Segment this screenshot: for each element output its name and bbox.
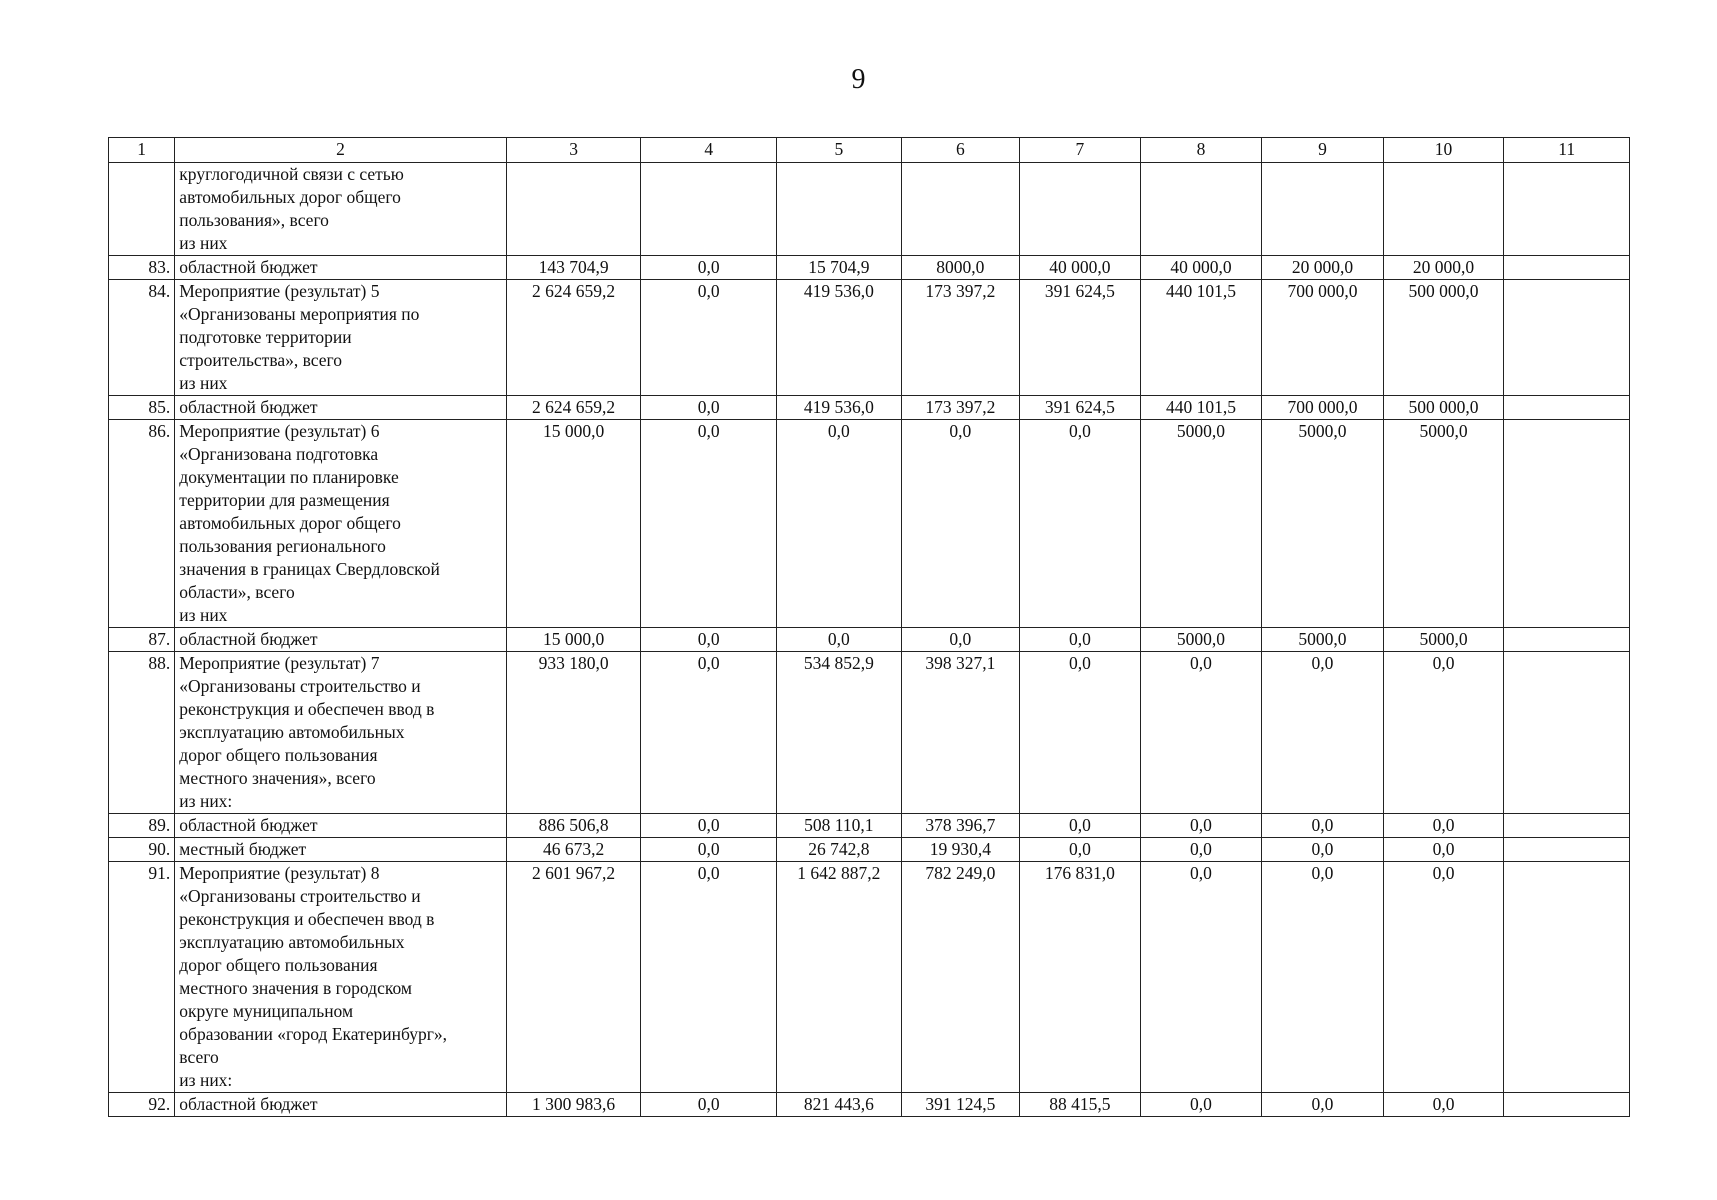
value-cell: [1504, 420, 1630, 628]
value-cell: 0,0: [641, 396, 777, 420]
row-number: 85.: [109, 396, 175, 420]
value-cell: 19 930,4: [901, 838, 1020, 862]
value-cell: 173 397,2: [901, 396, 1020, 420]
value-cell: 0,0: [1140, 862, 1262, 1093]
value-cell: 0,0: [641, 652, 777, 814]
value-cell: [1504, 396, 1630, 420]
value-cell: 0,0: [901, 628, 1020, 652]
value-cell: 40 000,0: [1020, 256, 1141, 280]
value-cell: 0,0: [1020, 838, 1141, 862]
value-cell: 0,0: [1140, 838, 1262, 862]
value-cell: 0,0: [1020, 652, 1141, 814]
value-cell: 15 000,0: [506, 628, 641, 652]
value-cell: 0,0: [1262, 1093, 1384, 1117]
row-number: 88.: [109, 652, 175, 814]
value-cell: 0,0: [1383, 652, 1504, 814]
value-cell: 534 852,9: [777, 652, 902, 814]
row-name: Мероприятие (результат) 8 «Организованы строительство и реконструкция и обеспечен ввод в эксплуатацию автомобильных дорог общего пользования местного значения в городском округе муниципальном образовании «город Екатеринбург», всего из них:: [175, 862, 507, 1093]
value-cell: 0,0: [1020, 628, 1141, 652]
page-number: 9: [851, 64, 866, 95]
value-cell: 391 624,5: [1020, 280, 1141, 396]
value-cell: 5000,0: [1262, 628, 1384, 652]
value-cell: 1 300 983,6: [506, 1093, 641, 1117]
row-number: 86.: [109, 420, 175, 628]
column-header: 5: [777, 138, 902, 163]
table-row: [109, 814, 1630, 838]
value-cell: [1504, 814, 1630, 838]
value-cell: 0,0: [641, 420, 777, 628]
value-cell: 0,0: [777, 420, 902, 628]
value-cell: 2 601 967,2: [506, 862, 641, 1093]
value-cell: 0,0: [901, 420, 1020, 628]
value-cell: [1504, 652, 1630, 814]
value-cell: 0,0: [1140, 814, 1262, 838]
value-cell: 391 624,5: [1020, 396, 1141, 420]
value-cell: [1504, 838, 1630, 862]
value-cell: [1140, 163, 1262, 256]
column-header: 8: [1140, 138, 1262, 163]
value-cell: 143 704,9: [506, 256, 641, 280]
value-cell: 821 443,6: [777, 1093, 902, 1117]
value-cell: 173 397,2: [901, 280, 1020, 396]
value-cell: [1504, 256, 1630, 280]
value-cell: 0,0: [777, 628, 902, 652]
value-cell: 8000,0: [901, 256, 1020, 280]
column-header: 6: [901, 138, 1020, 163]
value-cell: [1383, 163, 1504, 256]
value-cell: 20 000,0: [1383, 256, 1504, 280]
value-cell: [1504, 280, 1630, 396]
value-cell: 20 000,0: [1262, 256, 1384, 280]
value-cell: 0,0: [641, 628, 777, 652]
value-cell: 0,0: [1383, 862, 1504, 1093]
column-header: 4: [641, 138, 777, 163]
value-cell: 440 101,5: [1140, 396, 1262, 420]
value-cell: 500 000,0: [1383, 280, 1504, 396]
value-cell: 5000,0: [1262, 420, 1384, 628]
value-cell: 0,0: [1140, 1093, 1262, 1117]
column-header: 9: [1262, 138, 1384, 163]
value-cell: 176 831,0: [1020, 862, 1141, 1093]
column-header: 3: [506, 138, 641, 163]
value-cell: 0,0: [641, 1093, 777, 1117]
value-cell: [1020, 163, 1141, 256]
value-cell: 2 624 659,2: [506, 396, 641, 420]
value-cell: 700 000,0: [1262, 280, 1384, 396]
table-row: [109, 628, 1630, 652]
value-cell: 419 536,0: [777, 280, 902, 396]
value-cell: 5000,0: [1140, 628, 1262, 652]
value-cell: 5000,0: [1140, 420, 1262, 628]
value-cell: 0,0: [1262, 862, 1384, 1093]
value-cell: [1504, 862, 1630, 1093]
table-body: [109, 163, 1630, 1117]
value-cell: 508 110,1: [777, 814, 902, 838]
value-cell: 15 000,0: [506, 420, 641, 628]
value-cell: 40 000,0: [1140, 256, 1262, 280]
row-name: областной бюджет: [175, 396, 507, 420]
row-name: областной бюджет: [175, 256, 507, 280]
row-number: 89.: [109, 814, 175, 838]
row-number: 84.: [109, 280, 175, 396]
value-cell: 0,0: [1020, 420, 1141, 628]
row-number: 90.: [109, 838, 175, 862]
row-number: 83.: [109, 256, 175, 280]
value-cell: 0,0: [641, 838, 777, 862]
value-cell: [1262, 163, 1384, 256]
value-cell: 0,0: [1383, 838, 1504, 862]
row-number: 91.: [109, 862, 175, 1093]
value-cell: 5000,0: [1383, 420, 1504, 628]
value-cell: 0,0: [1262, 814, 1384, 838]
value-cell: [901, 163, 1020, 256]
value-cell: 0,0: [1020, 814, 1141, 838]
table-row: [109, 420, 1630, 628]
value-cell: 0,0: [641, 814, 777, 838]
table-row: [109, 652, 1630, 814]
row-number: [109, 163, 175, 256]
value-cell: 886 506,8: [506, 814, 641, 838]
header-row: [109, 138, 1630, 163]
row-name: областной бюджет: [175, 814, 507, 838]
column-header: 7: [1020, 138, 1141, 163]
value-cell: 0,0: [641, 862, 777, 1093]
value-cell: 378 396,7: [901, 814, 1020, 838]
value-cell: 2 624 659,2: [506, 280, 641, 396]
value-cell: [641, 163, 777, 256]
value-cell: 700 000,0: [1262, 396, 1384, 420]
value-cell: 0,0: [1140, 652, 1262, 814]
value-cell: [506, 163, 641, 256]
row-name: Мероприятие (результат) 6 «Организована подготовка документации по планировке территории для размещения автомобильных дорог общего пользования регионального значения в границах Свердловской области», всего из них: [175, 420, 507, 628]
table-row: [109, 256, 1630, 280]
value-cell: 26 742,8: [777, 838, 902, 862]
row-name: областной бюджет: [175, 1093, 507, 1117]
table-row: [109, 838, 1630, 862]
value-cell: 0,0: [1262, 838, 1384, 862]
value-cell: 782 249,0: [901, 862, 1020, 1093]
table-row: [109, 280, 1630, 396]
row-number: 87.: [109, 628, 175, 652]
column-header: 1: [109, 138, 175, 163]
value-cell: [1504, 163, 1630, 256]
value-cell: 933 180,0: [506, 652, 641, 814]
column-header: 2: [175, 138, 507, 163]
row-name: областной бюджет: [175, 628, 507, 652]
value-cell: 419 536,0: [777, 396, 902, 420]
value-cell: 5000,0: [1383, 628, 1504, 652]
value-cell: 88 415,5: [1020, 1093, 1141, 1117]
column-header: 10: [1383, 138, 1504, 163]
column-header: 11: [1504, 138, 1630, 163]
value-cell: [777, 163, 902, 256]
value-cell: 500 000,0: [1383, 396, 1504, 420]
value-cell: [1504, 628, 1630, 652]
table-row: [109, 862, 1630, 1093]
value-cell: 440 101,5: [1140, 280, 1262, 396]
value-cell: [1504, 1093, 1630, 1117]
row-name: местный бюджет: [175, 838, 507, 862]
value-cell: 15 704,9: [777, 256, 902, 280]
value-cell: 0,0: [641, 280, 777, 396]
row-name: Мероприятие (результат) 7 «Организованы строительство и реконструкция и обеспечен ввод в эксплуатацию автомобильных дорог общего пользования местного значения», всего из них:: [175, 652, 507, 814]
row-number: 92.: [109, 1093, 175, 1117]
value-cell: 0,0: [1262, 652, 1384, 814]
row-name: круглогодичной связи с сетью автомобильных дорог общего пользования», всего из них: [175, 163, 507, 256]
table-header: [109, 138, 1630, 163]
value-cell: 398 327,1: [901, 652, 1020, 814]
value-cell: 391 124,5: [901, 1093, 1020, 1117]
budget-table: [108, 137, 1630, 1117]
table-row: [109, 163, 1630, 256]
table-row: [109, 1093, 1630, 1117]
value-cell: 1 642 887,2: [777, 862, 902, 1093]
value-cell: 0,0: [1383, 814, 1504, 838]
value-cell: 46 673,2: [506, 838, 641, 862]
value-cell: 0,0: [641, 256, 777, 280]
value-cell: 0,0: [1383, 1093, 1504, 1117]
row-name: Мероприятие (результат) 5 «Организованы мероприятия по подготовке территории строительства», всего из них: [175, 280, 507, 396]
table-row: [109, 396, 1630, 420]
